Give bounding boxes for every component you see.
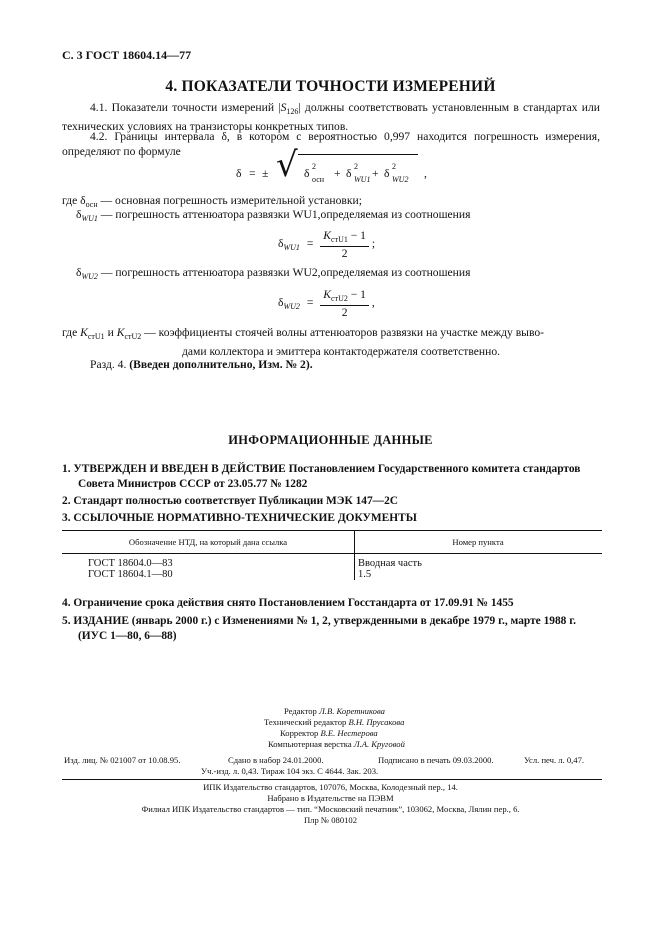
- table-body: [62, 554, 602, 584]
- info-title: ИНФОРМАЦИОННЫЕ ДАННЫЕ: [228, 433, 433, 447]
- table-row: ГОСТ 18604.1—80: [88, 569, 173, 580]
- imprint-plr: Плр № 080102: [303, 815, 358, 825]
- fraction-wu1: $\frac{K_{стU1} - 1}{2}$: [320, 229, 369, 260]
- credit-layout: Компьютерная верстка Л.А. Круговой: [268, 739, 405, 749]
- imprint-publisher: ИПК Издательство стандартов, 107076, Москва, Колодезный пер., 14.: [203, 782, 458, 792]
- radical-sign: √: [276, 145, 298, 185]
- radical-bar: [298, 154, 418, 155]
- imprint-typeset: Набрано в Издательстве на ПЭВМ: [267, 793, 394, 803]
- formula-wu2: $\delta_{WU2}$ = $\frac{K_{стU2} - 1}{2}$ ,: [278, 288, 375, 319]
- formula-main: δ = ± √ δ 2 осн + δ 2 WU1 + δ 2 WU2 ,: [236, 145, 427, 185]
- delta-wu2-definition: $\delta_{WU2}$ — погрешность аттенюатора развязки WU2,определяемая из соотношения: [76, 266, 471, 281]
- imprint-usl: Усл. печ. л. 0,47.: [524, 755, 585, 765]
- imprint-printer: Филиал ИПК Издательство стандартов — тип. “Московский печатник”, 103062, Москва, Лялин пер., 6.: [141, 804, 520, 814]
- references-table: [62, 530, 602, 584]
- formula-wu1: $\delta_{WU1}$ = $\frac{K_{стU1} - 1}{2}$ ;: [278, 229, 376, 260]
- delta-wu1-definition: $\delta_{WU1}$ — погрешность аттенюатора развязки WU1,определяемая из соотношения: [76, 208, 471, 223]
- credit-tech-editor: Технический редактор В.Н. Прусакова: [264, 717, 405, 727]
- imprint-license: Изд. лиц. № 021007 от 10.08.95.: [64, 755, 181, 765]
- paragraph-4-2: 4.2. Границы интервала δ, в котором с вероятностью 0,997 находится погрешность измерения, определяют по формуле: [62, 130, 600, 158]
- imprint-divider: [62, 779, 602, 780]
- imprint-signed: Подписано в печать 09.03.2000.: [378, 755, 494, 765]
- table-row: ГОСТ 18604.0—83: [88, 558, 173, 569]
- table-cell: 1.5: [358, 569, 372, 580]
- info-item-5: 5. ИЗДАНИЕ (январь 2000 г.) с Изменениями № 1, 2, утвержденными в декабре 1979 г., марте 1988 г. (ИУС 1—80, 6—88): [62, 615, 576, 642]
- where-delta-osn: где $\delta_{осн}$ — основная погрешность измерительной установки;: [62, 194, 362, 209]
- table-cell: Вводная часть: [358, 558, 422, 569]
- info-item-1: 1. УТВЕРЖДЕН И ВВЕДЕН В ДЕЙСТВИЕ Постановлением Государственного комитета стандартов Совета Министров СССР от 23.05.77 № 1282: [62, 463, 581, 490]
- section-title: 4. ПОКАЗАТЕЛИ ТОЧНОСТИ ИЗМЕРЕНИЙ: [165, 78, 496, 95]
- where-k-coefficients: где $K_{стU1}$ и $K_{стU2}$ — коэффициенты стоячей волны аттенюаторов развязки на участке между выво- дами коллектора и эмиттера контактодержателя соответственно.: [62, 326, 545, 358]
- info-item-4: 4. Ограничение срока действия снято Постановлением Госстандарта от 17.09.91 № 1455: [62, 597, 514, 609]
- section-note: Разд. 4. (Введен дополнительно, Изм. № 2).: [90, 358, 313, 371]
- credit-corrector: Корректор В.Е. Нестерова: [280, 728, 378, 738]
- table-header: Обозначение НТД, на который дана ссылка Номер пункта: [62, 530, 602, 554]
- credits: [264, 706, 405, 750]
- info-item-2: 2. Стандарт полностью соответствует Публикации МЭК 147—2С: [62, 495, 398, 507]
- imprint-sent: Сдано в набор 24.01.2000.: [228, 755, 324, 765]
- paragraph-4-1: 4.1. Показатели точности измерений $|S_{126}|$ должны соответствовать установленным в стандартах или технических условиях на транзисторы конкретных типов.: [62, 101, 600, 133]
- fraction-wu2: $\frac{K_{стU2} - 1}{2}$: [320, 288, 369, 319]
- info-item-3: 3. ССЫЛОЧНЫЕ НОРМАТИВНО-ТЕХНИЧЕСКИЕ ДОКУМЕНТЫ: [62, 512, 417, 524]
- credit-editor: Редактор Л.В. Коретникова: [284, 706, 385, 716]
- page-header: С. 3 ГОСТ 18604.14—77: [62, 48, 192, 62]
- imprint-line2: Уч.-изд. л. 0,43. Тираж 104 экз. С 4644. Зак. 203.: [201, 766, 379, 776]
